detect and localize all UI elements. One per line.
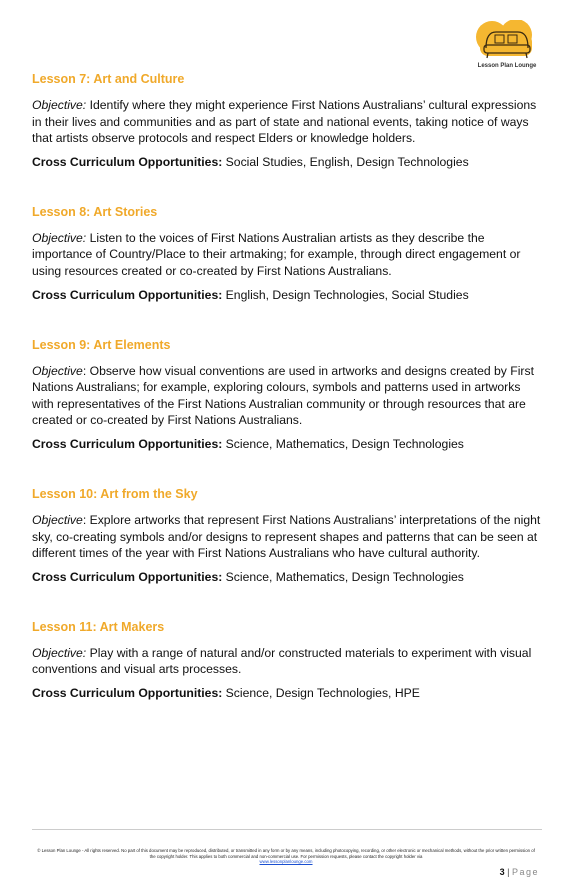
cross-curriculum xyxy=(32,436,542,452)
lesson-objective xyxy=(32,230,542,280)
cco-text: Science, Mathematics, Design Technologies xyxy=(225,569,464,584)
lesson-title: Lesson 11: Art Makers xyxy=(32,619,165,634)
brand-logo xyxy=(472,20,542,74)
objective-text: Play with a range of natural and/or constructed materials to experiment with visual conventions and visual arts processes. xyxy=(32,645,532,677)
lesson-9 xyxy=(32,338,542,452)
objective-text: Identify where they might experience First Nations Australians’ cultural expressions in their lives and communities and as part of state and national events, taking notice of ways that artists observe protocols and respect Elders or knowledge holders. xyxy=(32,98,537,146)
lesson-objective xyxy=(32,645,542,678)
logo-text: Lesson Plan Lounge xyxy=(477,63,537,69)
cco-label: Cross Curriculum Opportunities: xyxy=(32,436,223,451)
footer-divider xyxy=(32,829,542,830)
objective-label: Objective xyxy=(32,512,83,527)
cco-text: English, Design Technologies, Social Studies xyxy=(225,287,469,302)
cco-text: Science, Mathematics, Design Technologies xyxy=(225,436,464,451)
lesson-7 xyxy=(32,72,542,170)
cross-curriculum xyxy=(32,685,542,701)
objective-label: Objective: xyxy=(32,98,87,112)
cco-label: Cross Curriculum Opportunities: xyxy=(32,154,223,169)
page-word: Page xyxy=(511,867,539,877)
lesson-8 xyxy=(32,205,542,303)
page-separator: | xyxy=(504,867,512,877)
cco-label: Cross Curriculum Opportunities: xyxy=(32,569,223,584)
cco-label: Cross Curriculum Opportunities: xyxy=(32,287,223,302)
cross-curriculum xyxy=(32,287,542,303)
objective-text: Listen to the voices of First Nations Australian artists as they describe the importance of Country/Place to their artmaking; for example, through direct engagement or using resources created or co-created by First Nations Australians. xyxy=(32,230,521,278)
objective-label: Objective: xyxy=(32,645,87,660)
lesson-objective xyxy=(32,363,542,429)
copyright-text: © Lesson Plan Lounge - All rights reserved. No part of this document may be reproduced, distributed, or transmitted in any form or by any means, including photocopying, recording, or other electronic or mechanical methods, without the prior written permission of the copyright holder. This applies to both commercial and non-commercial use. For permission requests, please contact the copyright holder via xyxy=(37,848,535,859)
footer-copyright xyxy=(36,848,536,865)
page-number xyxy=(500,867,539,877)
cco-text: Science, Design Technologies, HPE xyxy=(225,685,420,700)
cco-label: Cross Curriculum Opportunities: xyxy=(32,685,223,700)
sofa-logo-icon xyxy=(472,20,542,64)
lesson-title: Lesson 9: Art Elements xyxy=(32,337,171,352)
objective-text: : Explore artworks that represent First Nations Australians’ interpretations of the night sky, co-creating symbols and/or designs to represent shapes and patterns that can be seen at different times of the year with First Nations Australians who have cultural authority. xyxy=(32,512,541,561)
objective-label: Objective xyxy=(32,363,83,378)
objective-text: : Observe how visual conventions are used in artworks and designs created by First Nations Australians; for example, exploring colours, symbols and patterns used in artworks with representatives of the First Nations Australian community or through resources that are created or co-created by First Nations Australians. xyxy=(32,363,534,428)
page-number-value: 3 xyxy=(499,867,505,877)
cross-curriculum xyxy=(32,569,542,585)
lesson-10 xyxy=(32,487,542,585)
lesson-objective xyxy=(32,97,542,147)
lesson-title: Lesson 7: Art and Culture xyxy=(32,72,185,86)
lesson-list xyxy=(32,72,542,736)
cross-curriculum xyxy=(32,154,542,170)
website-link[interactable]: www.lessonplanlounge.com xyxy=(259,859,313,865)
lesson-title: Lesson 8: Art Stories xyxy=(32,204,158,219)
lesson-title: Lesson 10: Art from the Sky xyxy=(32,486,198,501)
lesson-objective xyxy=(32,512,542,562)
cco-text: Social Studies, English, Design Technologies xyxy=(225,154,469,169)
lesson-11 xyxy=(32,620,542,701)
objective-label: Objective: xyxy=(32,230,87,245)
